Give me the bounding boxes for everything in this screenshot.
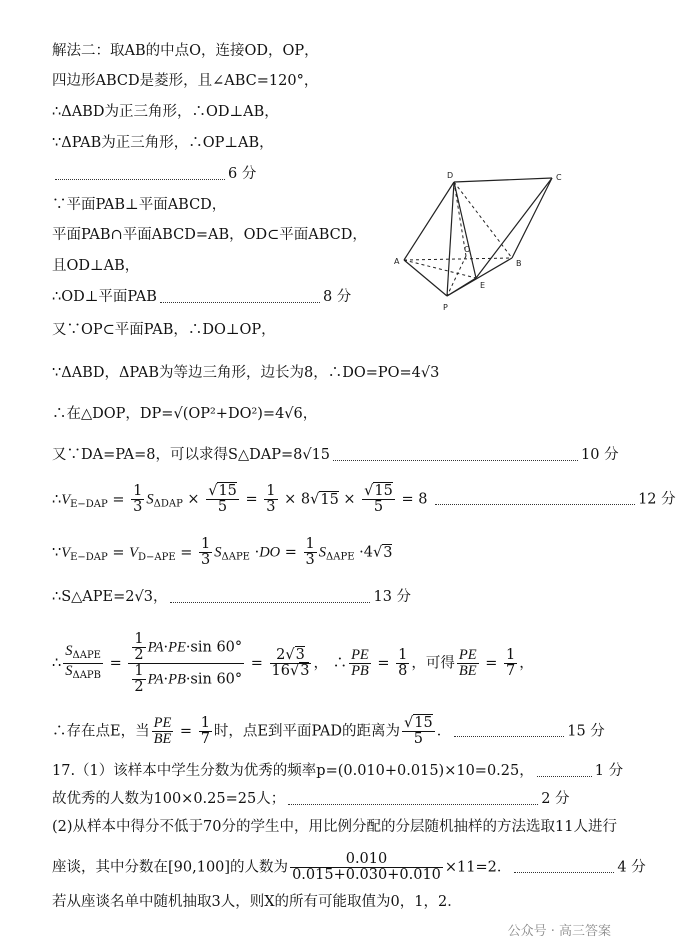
line-1: 解法二：取AB的中点O，连接OD，OP， [52,43,319,59]
line-17: ∴ $\frac{S_{\Delta APE}}{S_{\Delta APB}}$ = $\frac{1}{2}$ PA·PE·sin 60° $\frac{1}{2}$ PA·PB·sin 60° = $\frac{2√3}{16√3}$ ， ∴ $\frac{PE}{PB}$ = $\frac{1}{8}$ ，可得 $\frac{PE}{BE}$ = $\frac{1}{7}$ ， [52,631,534,695]
line-20 [52,790,570,808]
line-16-text: ∴S△APE=2√3， [52,589,168,605]
line-11: ∵ΔABD，ΔPAB为等边三角形，边长为8，∴DO=PO=4√3 [52,365,440,381]
leader-dots [288,794,538,805]
score-15: 15 分 [567,723,605,740]
line-21: (2)从样本中得分不低于70分的学生中，用比例分配的分层随机抽样的方法选取11人进行 [52,819,617,835]
leader-dots [55,169,225,180]
line-4: ∵ΔPAB为正三角形，∴OP⊥AB， [52,135,274,151]
fraction-num: 0.010 [290,852,443,868]
score-1: 1 分 [594,763,624,779]
score-2: 2 分 [541,791,570,807]
geometry-figure [390,168,580,318]
label-b: B [516,259,522,268]
score-12: 12 分 [638,491,676,508]
line-17-tail: 可得 [425,655,455,672]
line-2: 四边形ABCD是菱形，且∠ABC=120°， [52,73,319,89]
score-8: 8 分 [322,289,352,305]
leader-dots [170,592,370,603]
line-10: 又∵OP⊂平面PAB，∴DO⊥OP， [52,322,276,338]
label-e: E [480,281,486,290]
line-13 [52,446,619,464]
watermark: 公众号 · 高三答案 [504,918,615,941]
line-23: 若从座谈名单中随机抽取3人，则X的所有可能取值为0，1，2． [52,894,462,910]
score-6: 6 分 [228,166,257,182]
line-3: ∴ΔABD为正三角形，∴OD⊥AB， [52,104,279,120]
score-13: 13 分 [373,589,412,605]
fraction-den: 0.015+0.030+0.010 [292,867,441,883]
pyramid-diagram [390,168,580,318]
score-10: 10 分 [581,447,619,463]
label-p: P [443,303,448,312]
leader-dots [454,726,564,737]
label-d: D [447,171,454,180]
leader-dots [514,862,614,873]
line-18: ∴存在点E，当 $\frac{PE}{BE}$ = $\frac{1}{7}$ 时，点E到平面PAD的距离为 $\frac{√15}{5}$ ． 15 分 [52,715,605,747]
label-a: A [394,257,400,266]
line-13-text: 又∵DA=PA=8，可以求得S△DAP=8√15 [52,447,331,463]
line-15: $\because V_{E-DAP} = V_{D-APE}$ = $\frac{1}{3}$ $S_{\Delta APE} \cdot DO$ = $\frac{1}{3}$ $S_{\Delta APE} \cdot 4√3$ [52,536,393,568]
line-19-text: 17.（1）该样本中学生分数为优秀的频率p=(0.010+0.015)×10=0.25， [52,763,534,779]
line-14: $\therefore V_{E-DAP}$ = $\frac{1}{3}$ $S_{\Delta DAP}$ × $\frac{√15}{5}$ = $\frac{1}{3}$ × 8√15 × $\frac{√15}{5}$ = 8 12 分 [52,483,676,515]
line-16 [52,588,411,606]
score-4: 4 分 [617,859,646,876]
line-9-text: ∴OD⊥平面PAB [52,289,157,305]
line-18-mid: 时，点E到平面PAD的距离为 [213,723,401,740]
line-7: 平面PAB∩平面ABCD=AB，OD⊂平面ABCD， [52,227,367,243]
line-19 [52,762,623,780]
line-18-pre: ∴存在点E，当 [52,723,150,740]
line-20-text: 故优秀的人数为100×0.25=25人； [52,791,286,807]
line-9 [52,288,351,306]
line-8: 且OD⊥AB， [52,258,140,274]
line-5 [52,165,256,183]
line-22-pre: 座谈，其中分数在[90,100]的人数为 [52,859,289,876]
label-c: C [556,173,562,182]
line-6: ∵平面PAB⊥平面ABCD， [52,197,227,213]
line-22 [52,852,646,883]
leader-dots [435,494,635,505]
leader-dots [160,292,320,303]
leader-dots [537,766,592,777]
label-o: O [464,245,471,254]
line-12: ∴在△DOP，DP=√(OP²+DO²)=4√6， [52,406,318,422]
leader-dots [333,450,578,461]
line-22-post: ×11=2． [444,859,512,876]
